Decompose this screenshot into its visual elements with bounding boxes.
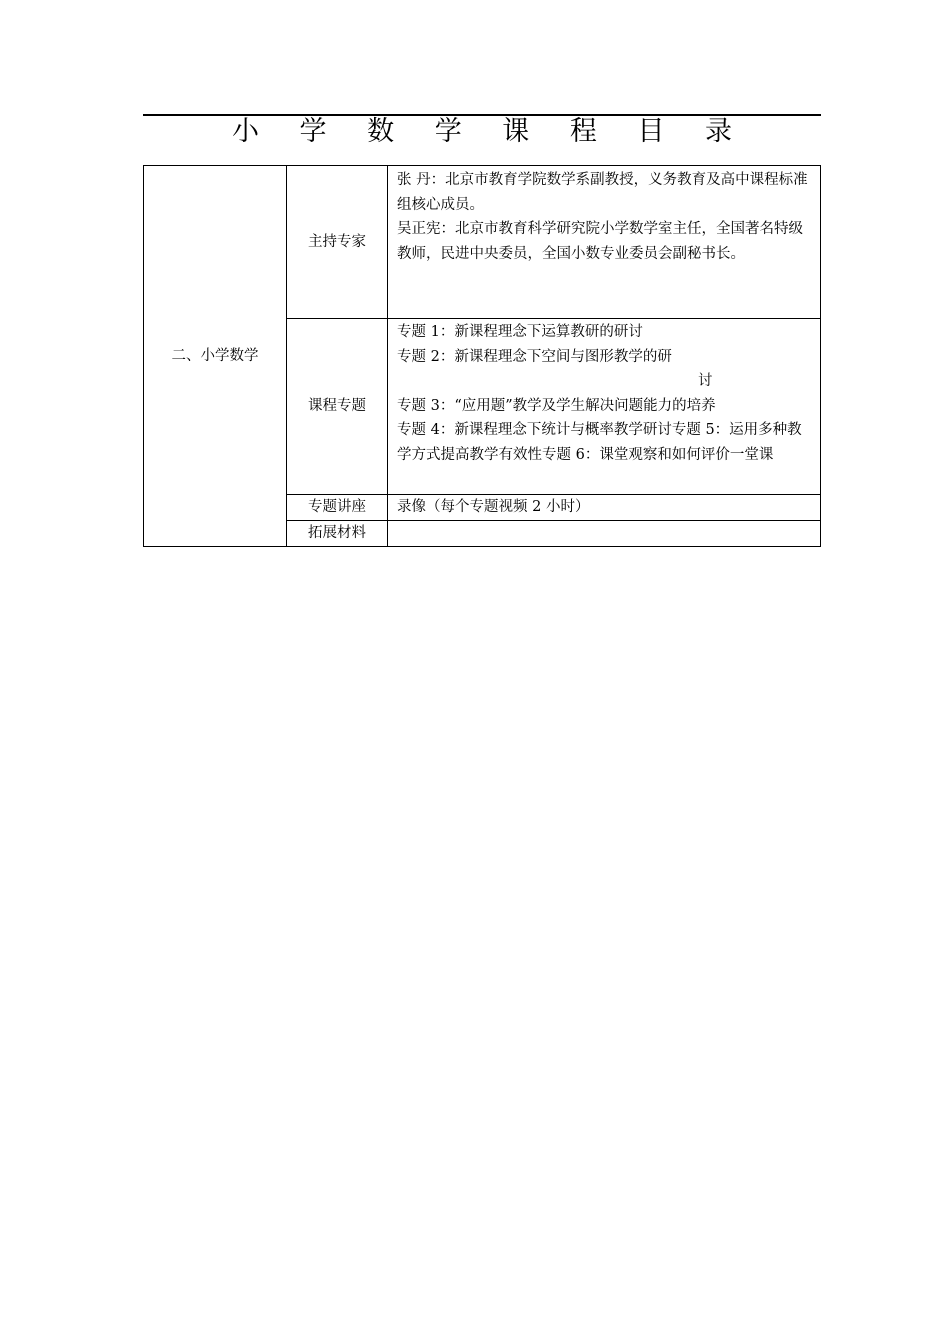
table-row-host — [144, 166, 821, 319]
topics-content — [388, 319, 821, 495]
host-paragraph-zhang: 张 丹：北京市教育学院数学系副教授，义务教育及高中课程标准组核心成员。 — [397, 172, 808, 213]
course-catalog-table — [143, 165, 821, 547]
host-content — [388, 166, 821, 319]
topic-item-tail: 讨 — [698, 373, 713, 389]
subject-cell: 二、小学数学 — [144, 166, 287, 547]
lecture-content: 录像（每个专题视频 2 小时） — [388, 495, 821, 521]
host-paragraph-wu: 吴正宪：北京市教育科学研究院小学数学室主任，全国著名特级教师，民进中央委员，全国小数专业委员会副秘书长。 — [397, 221, 803, 262]
topic-item: 专题 3：“应用题”教学及学生解决问题能力的培养 — [397, 397, 716, 414]
materials-content — [388, 521, 821, 547]
materials-label: 拓展材料 — [287, 521, 388, 547]
topic-item: 专题 1：新课程理念下运算教研的研讨 — [397, 324, 643, 340]
topics-label: 课程专题 — [287, 319, 388, 495]
host-label: 主持专家 — [287, 166, 388, 319]
lecture-label: 专题讲座 — [287, 495, 388, 521]
page-title: 小 学 数 学 课 程 目 录 — [231, 116, 749, 147]
topic-item: 专题 2：新课程理念下空间与图形教学的研 — [397, 348, 672, 365]
topic-item: 专题 4：新课程理念下统计与概率教学研讨专题 5：运用多种教学方式提高教学有效性专题 6：课堂观察和如何评价一堂课 — [397, 422, 802, 463]
